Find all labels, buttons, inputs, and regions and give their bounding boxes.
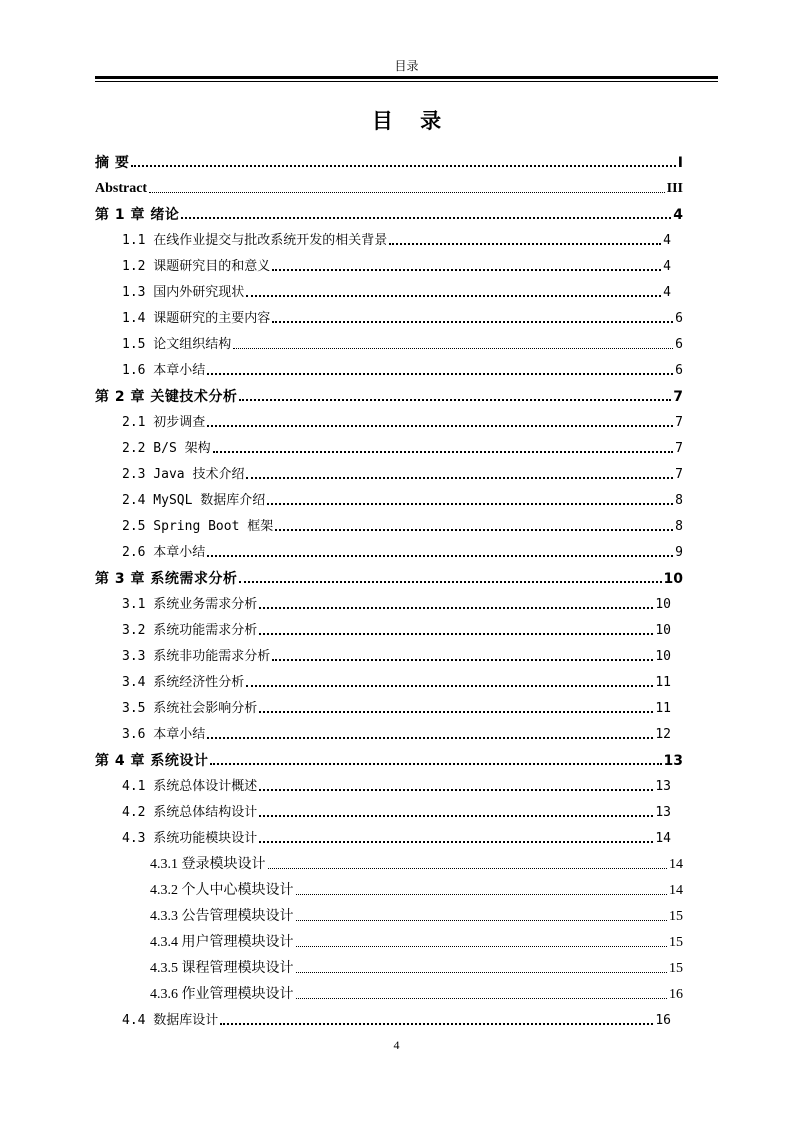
toc-entry-4-4[interactable] <box>122 1004 683 1030</box>
toc-entry-1-1[interactable] <box>122 224 683 250</box>
toc-entry-title: 3.2 系统功能需求分析 <box>122 623 258 638</box>
toc-entry-chapter-4[interactable] <box>95 744 683 770</box>
toc-entry-page: 7 <box>673 389 683 405</box>
toc-entry-title: 第 3 章 系统需求分析 <box>95 571 238 587</box>
toc-leader <box>389 243 661 245</box>
toc-entry-title: 1.5 论文组织结构 <box>122 337 232 352</box>
toc-leader <box>272 321 673 323</box>
toc-entry-4-1[interactable] <box>122 770 683 796</box>
toc-entry-title: 摘 要 <box>95 155 130 171</box>
toc-entry-page: 4 <box>673 207 683 223</box>
toc-entry-title: 3.3 系统非功能需求分析 <box>122 649 271 664</box>
toc-entry-page: 7 <box>675 467 683 482</box>
toc-entry-page: 16 <box>669 987 683 1002</box>
toc-leader <box>149 192 665 193</box>
toc-entry-page: 13 <box>655 779 671 794</box>
toc-entry-2-2[interactable] <box>122 432 683 458</box>
toc-entry-title: 3.4 系统经济性分析 <box>122 675 245 690</box>
toc-leader <box>233 348 673 349</box>
toc-leader <box>296 998 668 999</box>
toc-leader <box>275 529 673 531</box>
toc-entry-page: I <box>677 155 683 171</box>
toc-leader <box>259 841 653 843</box>
toc-entry-title: 4.1 系统总体设计概述 <box>122 779 258 794</box>
toc-entry-page: 4 <box>663 259 671 274</box>
toc-leader <box>259 711 653 713</box>
toc-leader <box>246 477 673 479</box>
toc-entry-title: 1.2 课题研究目的和意义 <box>122 259 271 274</box>
toc-leader <box>207 425 673 427</box>
toc-entry-title: 1.3 国内外研究现状 <box>122 285 245 300</box>
toc-entry-title: 4.3.5 课程管理模块设计 <box>150 961 294 976</box>
toc-entry-title: 2.1 初步调查 <box>122 415 206 430</box>
toc-entry-2-1[interactable] <box>122 406 683 432</box>
toc-entry-1-4[interactable] <box>122 302 683 328</box>
toc-leader <box>296 894 668 895</box>
toc-entry-page: 6 <box>675 311 683 326</box>
toc-leader <box>259 633 653 635</box>
toc-entry-chapter-1[interactable] <box>95 198 683 224</box>
toc-leader <box>181 217 671 219</box>
toc-leader <box>296 920 668 921</box>
toc-entry-page: III <box>666 181 683 196</box>
toc-entry-page: 10 <box>655 649 671 664</box>
toc-leader <box>268 868 668 869</box>
toc-entry-4-3-1[interactable] <box>150 848 683 874</box>
toc-leader <box>272 269 661 271</box>
toc-entry-page: 4 <box>663 285 671 300</box>
toc-entry-page: 9 <box>675 545 683 560</box>
toc-leader <box>207 373 673 375</box>
toc-entry-page: 16 <box>655 1013 671 1028</box>
toc-entry-page: 6 <box>675 363 683 378</box>
toc-entry-chapter-3[interactable] <box>95 562 683 588</box>
toc-entry-page: 14 <box>669 883 683 898</box>
toc-leader <box>267 503 673 505</box>
toc-leader <box>246 685 653 687</box>
toc-entry-title: 4.2 系统总体结构设计 <box>122 805 258 820</box>
toc-leader <box>246 295 661 297</box>
toc-entry-page: 14 <box>669 857 683 872</box>
toc-entry-4-3[interactable] <box>122 822 683 848</box>
toc-entry-title: 3.6 本章小结 <box>122 727 206 742</box>
toc-entry-3-2[interactable] <box>122 614 683 640</box>
toc-entry-title: 3.5 系统社会影响分析 <box>122 701 258 716</box>
toc-entry-page: 7 <box>675 415 683 430</box>
toc-entry-page: 13 <box>655 805 671 820</box>
toc-entry-abstract-en[interactable] <box>95 172 683 198</box>
toc-leader <box>131 165 675 167</box>
toc-entry-2-3[interactable] <box>122 458 683 484</box>
toc-entry-3-1[interactable] <box>122 588 683 614</box>
toc-entry-page: 14 <box>655 831 671 846</box>
toc-leader <box>239 581 661 583</box>
toc-entry-page: 8 <box>675 493 683 508</box>
toc-entry-4-3-5[interactable] <box>150 952 683 978</box>
toc-entry-title: 3.1 系统业务需求分析 <box>122 597 258 612</box>
toc-entry-page: 10 <box>663 571 683 587</box>
header-rule-thin <box>95 81 718 82</box>
toc-entry-title: 1.4 课题研究的主要内容 <box>122 311 271 326</box>
toc-entry-page: 6 <box>675 337 683 352</box>
toc-entry-page: 11 <box>655 675 671 690</box>
toc-entry-1-5[interactable] <box>122 328 683 354</box>
toc-entry-page: 15 <box>669 909 683 924</box>
toc-leader <box>210 763 661 765</box>
toc-entry-title: 1.1 在线作业提交与批改系统开发的相关背景 <box>122 233 388 248</box>
toc-entry-title: 2.6 本章小结 <box>122 545 206 560</box>
toc-entry-title: 4.3.1 登录模块设计 <box>150 857 266 872</box>
toc-entry-4-3-3[interactable] <box>150 900 683 926</box>
toc-entry-1-3[interactable] <box>122 276 683 302</box>
toc-entry-title: 2.5 Spring Boot 框架 <box>122 519 274 534</box>
toc-entry-title: 4.4 数据库设计 <box>122 1013 219 1028</box>
toc-leader <box>207 737 653 739</box>
toc-title: 目 录 <box>371 109 452 133</box>
toc-entry-title: 4.3.6 作业管理模块设计 <box>150 987 294 1002</box>
toc-entry-page: 10 <box>655 597 671 612</box>
toc-entry-title: 4.3 系统功能模块设计 <box>122 831 258 846</box>
running-header: 目录 <box>394 59 419 73</box>
toc-entry-1-2[interactable] <box>122 250 683 276</box>
toc-entry-2-6[interactable] <box>122 536 683 562</box>
toc-entry-page: 4 <box>663 233 671 248</box>
toc-entry-2-4[interactable] <box>122 484 683 510</box>
toc-leader <box>296 972 668 973</box>
toc-entry-page: 15 <box>669 961 683 976</box>
toc-entry-page: 15 <box>669 935 683 950</box>
toc-entry-4-3-2[interactable] <box>150 874 683 900</box>
toc-leader <box>207 555 673 557</box>
toc-leader <box>259 815 653 817</box>
toc-entry-3-5[interactable] <box>122 692 683 718</box>
toc-entry-page: 10 <box>655 623 671 638</box>
toc-entry-3-4[interactable] <box>122 666 683 692</box>
toc-entry-title: 4.3.2 个人中心模块设计 <box>150 883 294 898</box>
toc-entry-4-3-6[interactable] <box>150 978 683 1004</box>
toc-leader <box>239 399 671 401</box>
toc-leader <box>213 451 674 453</box>
toc-entry-title: 第 4 章 系统设计 <box>95 753 209 769</box>
toc-entry-3-6[interactable] <box>122 718 683 744</box>
toc-entry-title: 第 1 章 绪论 <box>95 207 180 223</box>
header-rule-thick <box>95 76 718 79</box>
page-number: 4 <box>393 1038 400 1052</box>
toc-entry-title: 2.4 MySQL 数据库介绍 <box>122 493 266 508</box>
toc-entry-page: 8 <box>675 519 683 534</box>
toc-entry-abstract-cn[interactable] <box>95 146 683 172</box>
toc-entry-title: Abstract <box>95 181 148 196</box>
toc-leader <box>259 789 653 791</box>
toc-entry-title: 4.3.3 公告管理模块设计 <box>150 909 294 924</box>
toc-entry-page: 12 <box>655 727 671 742</box>
toc-entry-2-5[interactable] <box>122 510 683 536</box>
toc-entry-4-3-4[interactable] <box>150 926 683 952</box>
toc-entry-page: 7 <box>675 441 683 456</box>
toc-entry-1-6[interactable] <box>122 354 683 380</box>
toc-entry-title: 2.2 B/S 架构 <box>122 441 211 456</box>
toc-entry-title: 2.3 Java 技术介绍 <box>122 467 245 482</box>
toc-entry-chapter-2[interactable] <box>95 380 683 406</box>
toc-leader <box>259 607 653 609</box>
toc-leader <box>296 946 668 947</box>
toc-entry-title: 1.6 本章小结 <box>122 363 206 378</box>
toc-entry-title: 第 2 章 关键技术分析 <box>95 389 238 405</box>
toc-entry-page: 13 <box>663 753 683 769</box>
toc-entry-title: 4.3.4 用户管理模块设计 <box>150 935 294 950</box>
toc-entry-3-3[interactable] <box>122 640 683 666</box>
toc-entry-page: 11 <box>655 701 671 716</box>
toc-leader <box>272 659 653 661</box>
toc-entry-4-2[interactable] <box>122 796 683 822</box>
toc-leader <box>220 1023 653 1025</box>
